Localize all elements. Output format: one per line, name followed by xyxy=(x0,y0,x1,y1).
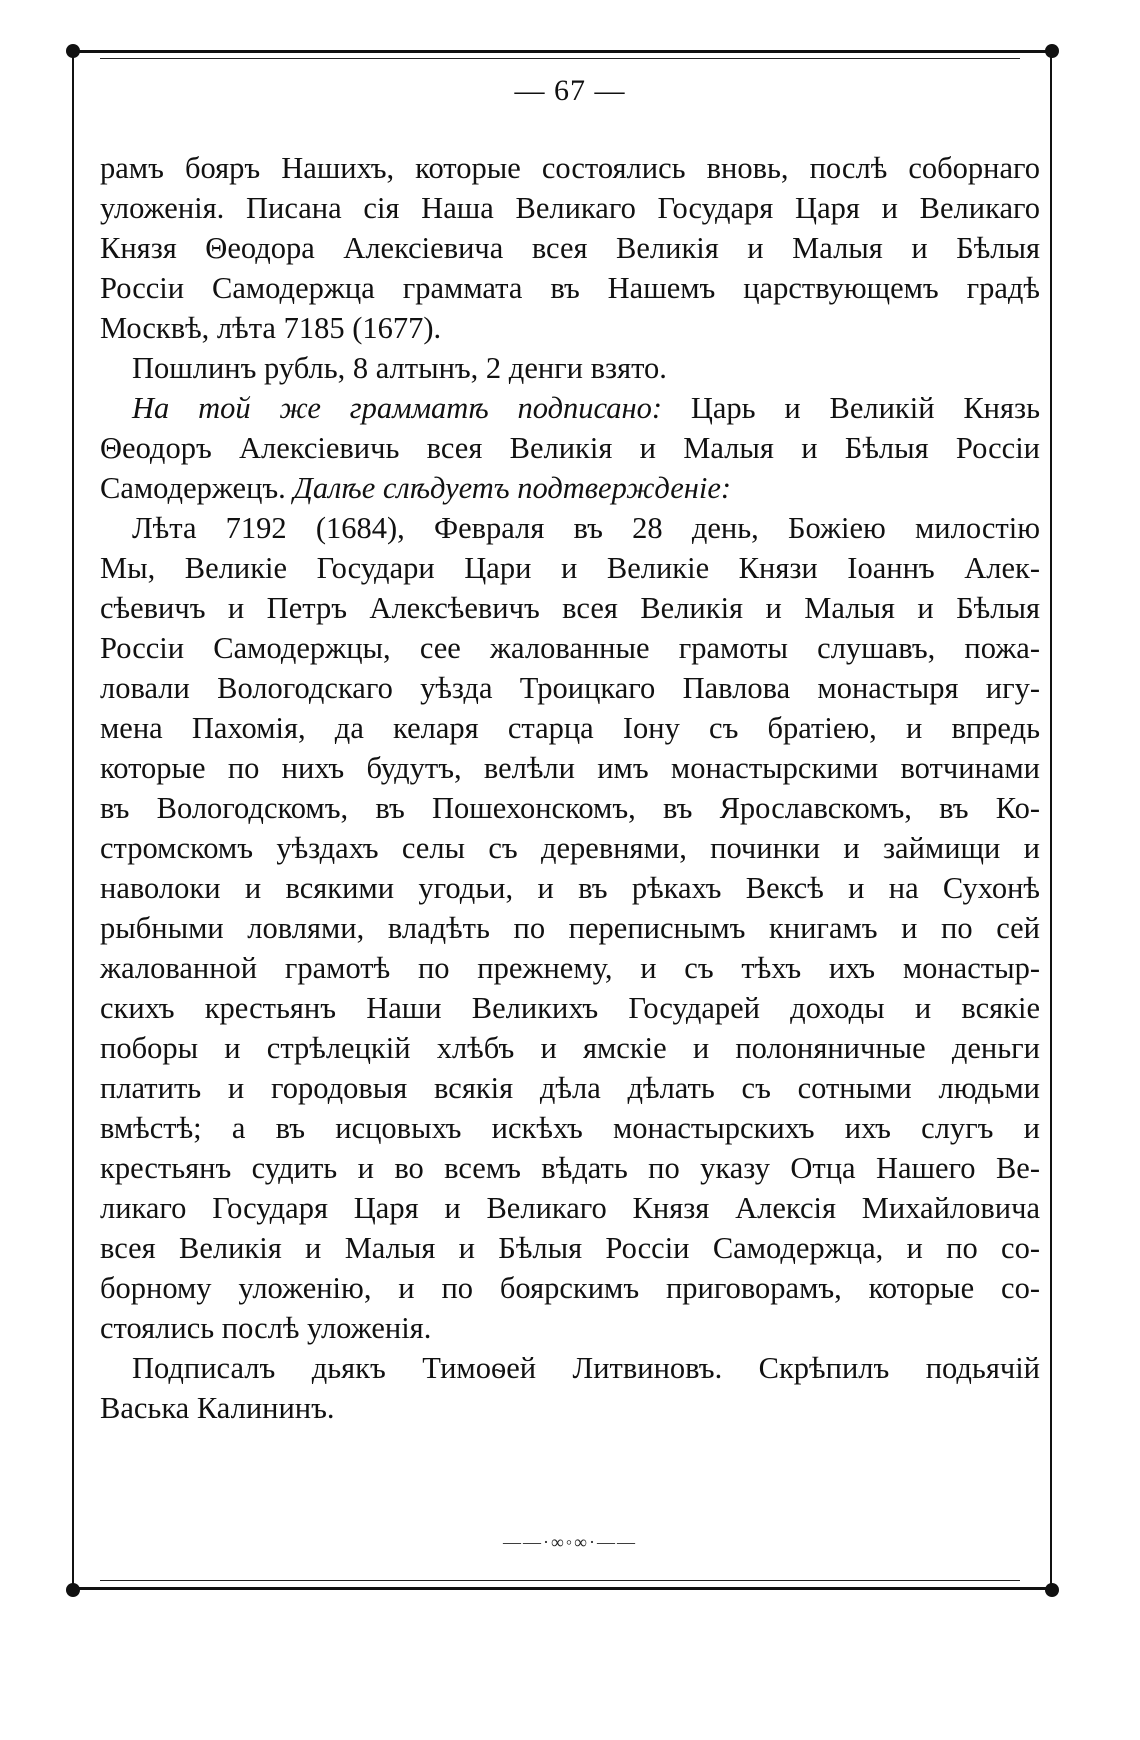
corner-ornament-top-right xyxy=(1045,44,1059,58)
text-line: жалованной грамотѣ по прежнему, и съ тѣхъ ихъ монастыр- xyxy=(100,951,1040,985)
text-line: Россіи Самодержца граммата въ Нашемъ царствующемъ градѣ xyxy=(100,271,1040,305)
text-fragment: Самодержецъ. xyxy=(100,471,294,505)
text-line: всея Великія и Малыя и Бѣлыя Россіи Самодержца, и по со- xyxy=(100,1231,1040,1265)
text-line: платить и городовыя всякія дѣла дѣлать съ сотными людьми xyxy=(100,1071,1040,1105)
corner-ornament-bottom-right xyxy=(1045,1583,1059,1597)
text-line: Подписалъ дьякъ Тимоѳей Литвиновъ. Скрѣпилъ подьячій xyxy=(132,1351,1040,1385)
text-line xyxy=(100,388,1040,428)
top-rule xyxy=(100,58,1020,59)
text-line: наволоки и всякими угодьи, и въ рѣкахъ Вексѣ и на Сухонѣ xyxy=(100,871,1040,905)
text-line: Θеодоръ Алексіевичь всея Великія и Малыя и Бѣлыя Россіи xyxy=(100,431,1040,465)
text-line: ликаго Государя Царя и Великаго Князя Алексія Михайловича xyxy=(100,1191,1040,1225)
text-line: уложенія. Писана сія Наша Великаго Государя Царя и Великаго xyxy=(100,191,1040,225)
text-line: мена Пахомія, да келаря старца Іону съ братіею, и впредь xyxy=(100,711,1040,745)
text-line xyxy=(100,468,1040,508)
text-line: Пошлинъ рубль, 8 алтынъ, 2 денги взято. xyxy=(132,351,667,385)
text-line: Князя Θеодора Алексіевича всея Великія и Малыя и Бѣлыя xyxy=(100,231,1040,265)
text-line: крестьянъ судить и во всемъ вѣдать по указу Отца Нашего Ве- xyxy=(100,1151,1040,1185)
page-number: — 67 — xyxy=(514,74,626,107)
text-line: Россіи Самодержцы, сее жалованные грамоты слушавъ, пожа- xyxy=(100,631,1040,665)
text-line: рамъ бояръ Нашихъ, которые состоялись вновь, послѣ соборнаго xyxy=(100,151,1040,185)
text-line: Мы, Великіе Государи Цари и Великіе Князи Іоаннъ Алек- xyxy=(100,551,1040,585)
body-text xyxy=(100,148,1040,1428)
text-line: ловали Вологодскаго уѣзда Троицкаго Павлова монастыря игу- xyxy=(100,671,1040,705)
text-line: стромскомъ уѣздахъ селы съ деревнями, починки и займищи и xyxy=(100,831,1040,865)
text-line: вмѣстѣ; а въ исцовыхъ искѣхъ монастырскихъ ихъ слугъ и xyxy=(100,1111,1040,1145)
closing-ornament: ——·∞◦∞·—— xyxy=(502,1532,638,1552)
bottom-rule xyxy=(100,1580,1020,1581)
text-line: Москвѣ, лѣта 7185 (1677). xyxy=(100,311,442,345)
text-line: Васька Калининъ. xyxy=(100,1391,335,1425)
italic-note: На той же грамматѣ подписано: xyxy=(132,391,663,425)
italic-note: Далѣе слѣдуетъ подтвержденіе: xyxy=(293,471,732,505)
text-fragment: Царь и Великій Князь xyxy=(662,391,1040,425)
text-line: рыбными ловлями, владѣть по переписнымъ книгамъ и по сей xyxy=(100,911,1040,945)
text-line: скихъ крестьянъ Наши Великихъ Государей доходы и всякіе xyxy=(100,991,1040,1025)
text-line: въ Вологодскомъ, въ Пошехонскомъ, въ Ярославскомъ, въ Ко- xyxy=(100,791,1040,825)
text-line: поборы и стрѣлецкій хлѣбъ и ямскіе и полоняничные деньги xyxy=(100,1031,1040,1065)
text-line: которые по нихъ будутъ, велѣли имъ монастырскими вотчинами xyxy=(100,751,1040,785)
corner-ornament-bottom-left xyxy=(66,1583,80,1597)
text-line: сѣевичъ и Петръ Алексѣевичъ всея Великія и Малыя и Бѣлыя xyxy=(100,591,1040,625)
text-line: Лѣта 7192 (1684), Февраля въ 28 день, Божіею милостію xyxy=(132,511,1040,545)
text-line: борному уложенію, и по боярскимъ приговорамъ, которые со- xyxy=(100,1271,1040,1305)
corner-ornament-top-left xyxy=(66,44,80,58)
text-line: стоялись послѣ уложенія. xyxy=(100,1311,432,1345)
